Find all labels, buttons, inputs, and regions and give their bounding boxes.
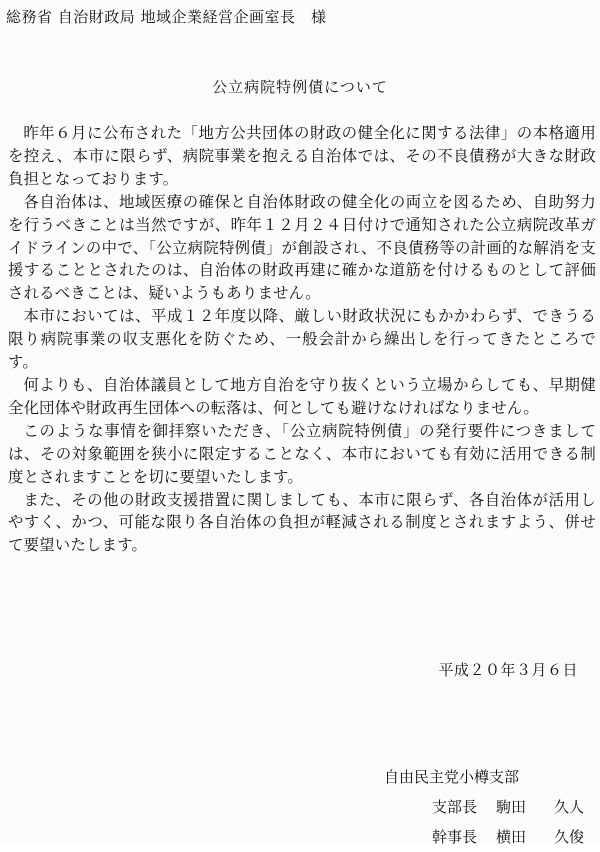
signatory-row: [384, 822, 584, 852]
signatory-family-name: 駒田: [496, 798, 527, 816]
body-paragraph: また、その他の財政支援措置に関しましても、本市に限らず、各自治体が活用しやすく、かつ、可能な限り各自治体の負担が軽減される制度とされますよう、併せて要望いたします。: [8, 490, 596, 555]
body-paragraph: 本市においては、平成１２年度以降、厳しい財政状況にもかかわらず、できうる限り病院事業の収支悪化を防ぐため、一般会計から繰出しを行ってきたところです。: [8, 307, 596, 372]
signatory-given-name: 久人: [554, 798, 585, 816]
addressee-line: 総務省 自治財政局 地域企業経営企画室長 様: [6, 8, 327, 26]
letter-date: 平成２０年３月６日: [438, 661, 578, 679]
sender-block: [384, 762, 584, 852]
body-paragraph: 何よりも、自治体議員として地方自治を守り抜くという立場からしても、早期健全化団体や財政再生団体への転落は、何としても避けなければなりません。: [8, 375, 596, 417]
body-paragraph: 各自治体は、地域医療の確保と自治体財政の健全化の両立を図るため、自助努力を行うべきことは当然ですが、昨年１２月２４日付けで通知された公立病院改革ガイドラインの中で、「公立病院特例債」が創設され、不良債務等の計画的な解消を支援することとされたのは、自治体の財政再建に確かな道筋を付けるものとして評価されるべきことは、疑いようもありません。: [8, 192, 596, 303]
body-paragraph: 昨年６月に公布された「地方公共団体の財政の健全化に関する法律」の本格適用を控え、本市に限らず、病院事業を抱える自治体では、その不良債務が大きな財政負担となっております。: [8, 124, 596, 188]
sender-organization: 自由民主党小樽支部: [384, 768, 520, 786]
letter-title: 公立病院特例債について: [212, 78, 388, 96]
letter-body: [8, 122, 596, 557]
body-paragraph: このような事情を御拝察いただき、「公立病院特例債」の発行要件につきましては、その対象範囲を狭小に限定することなく、本市においても有効に活用できる制度とされますことを切に要望いたします。: [8, 421, 596, 486]
signatory-role: 幹事長: [432, 828, 478, 846]
signatory-given-name: 久俊: [554, 828, 585, 846]
signatory-family-name: 横田: [496, 828, 527, 846]
signatory-role: 支部長: [432, 798, 478, 816]
signatory-row: [384, 792, 584, 822]
